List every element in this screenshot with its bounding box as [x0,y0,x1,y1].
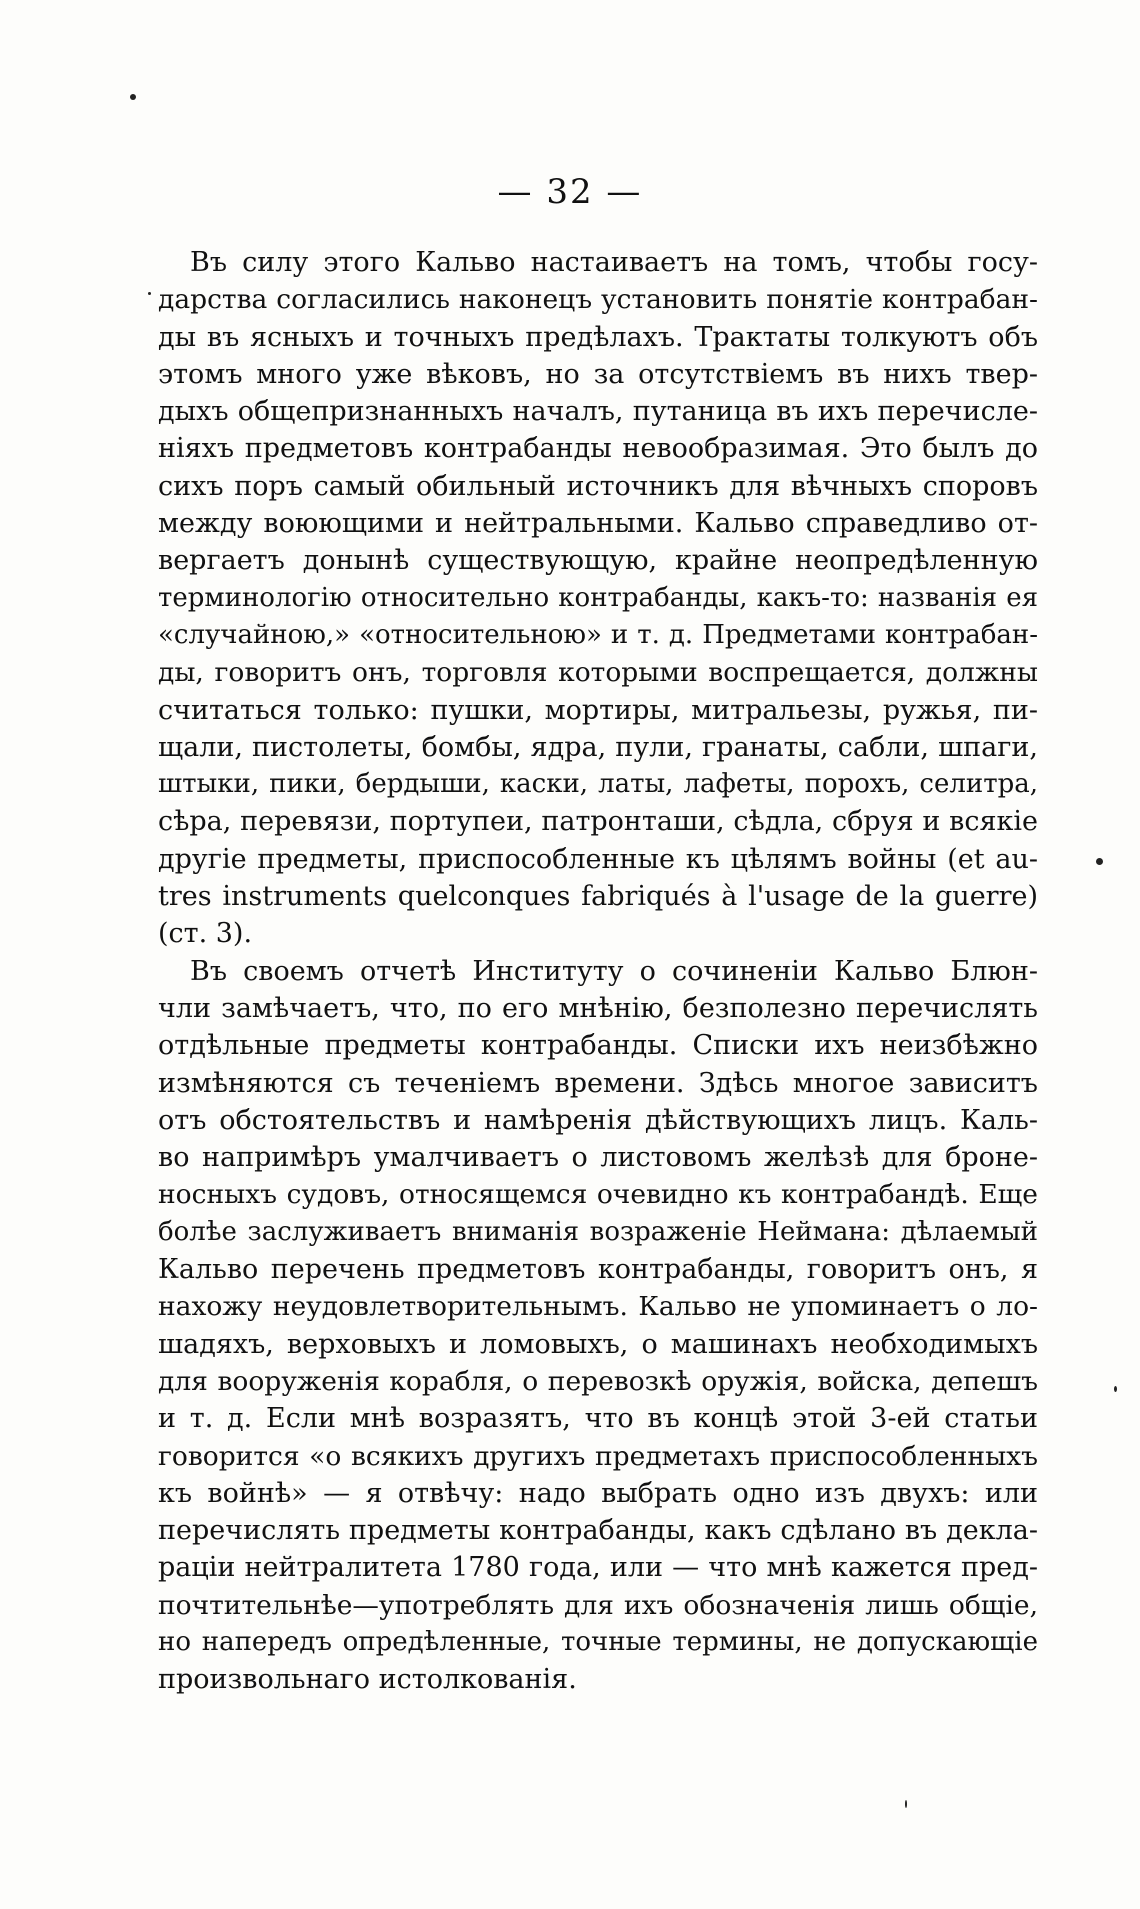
text-line: раціи нейтралитета 1780 года, или — что мнѣ кажется пред- [158,1552,1038,1584]
text-line: говорится «о всякихъ другихъ предметахъ приспособленныхъ [158,1440,1038,1472]
text-line: терминологію относительно контрабанды, какъ-то: названія ея [158,582,1038,613]
text-line: другіе предметы, приспособленные къ цѣлямъ войны (et au- [158,843,1038,875]
paragraph-2 [158,953,1038,1699]
text-line: для вооруженія корабля, о перевозкѣ оружія, войска, депешъ [158,1365,1038,1397]
text-line: ніяхъ предметовъ контрабанды невообразимая. Это былъ до [158,433,1038,465]
ink-speck [1114,1386,1117,1392]
text-line: «случайною,» «относительною» и т. д. Предметами контрабан- [158,619,1038,650]
text-line: Въ своемъ отчетѣ Институту о сочиненіи Кальво Блюн- [190,955,1038,987]
ink-speck [905,1800,907,1808]
text-line: носныхъ судовъ, относящемся очевидно къ контрабандѣ. Еще [158,1179,1038,1211]
text-line: произвольнаго истолкованія. [158,1664,577,1696]
text-line: этомъ много уже вѣковъ, но за отсутствіемъ въ нихъ твер- [158,358,1038,390]
text-line: между воюющими и нейтральными. Кальво справедливо от- [158,508,1038,540]
text-line: отдѣльные предметы контрабанды. Списки ихъ неизбѣжно [158,1030,1038,1062]
text-line: (ст. 3). [158,918,253,950]
page-number: — 32 — [497,172,643,212]
ink-speck [1096,858,1103,865]
text-line: ды въ ясныхъ и точныхъ предѣлахъ. Трактаты толкуютъ объ [158,321,1038,353]
paragraph-1 [158,244,1038,953]
text-line: ды, говоритъ онъ, торговля которыми воспрещается, должны [158,657,1038,689]
text-line: болѣе заслуживаетъ вниманія возраженіе Неймана: дѣлаемый [158,1216,1038,1247]
text-line: дарства согласились наконецъ установить понятіе контрабан- [158,284,1038,316]
text-line: щали, пистолеты, бомбы, ядра, пули, гранаты, сабли, шпаги, [158,731,1038,763]
text-line: Кальво перечень предметовъ контрабанды, говоритъ онъ, я [158,1254,1038,1286]
text-line: шадяхъ, верховыхъ и ломовыхъ, о машинахъ необходимыхъ [158,1328,1038,1360]
text-line: считаться только: пушки, мортиры, митральезы, ружья, пи- [158,694,1038,726]
text-line: почтительнѣе—употреблять для ихъ обозначенія лишь общіе, [158,1589,1038,1621]
text-line: штыки, пики, бердыши, каски, латы, лафеты, порохъ, селитра, [158,769,1038,800]
text-line: вергаетъ донынѣ существующую, крайне неопредѣленную [158,545,1038,577]
text-line: сихъ поръ самый обильный источникъ для вѣчныхъ споровъ [158,470,1038,502]
body-text [158,244,1038,1699]
text-line: сѣра, перевязи, портупеи, патронташи, сѣдла, сбруя и всякіе [158,806,1038,838]
text-line: отъ обстоятельствъ и намѣренія дѣйствующихъ лицъ. Каль- [158,1104,1038,1136]
text-line: перечислять предметы контрабанды, какъ сдѣлано въ декла- [158,1515,1038,1547]
text-line: tres instruments quelconques fabriqués à l'usage de la guerre) [158,881,1038,913]
text-line: во напримѣръ умалчиваетъ о листовомъ желѣзѣ для броне- [158,1142,1038,1174]
text-line: нахожу неудовлетворительнымъ. Кальво не упоминаетъ о ло- [158,1291,1038,1323]
text-line: чли замѣчаетъ, что, по его мнѣнію, безполезно перечислять [158,992,1038,1024]
text-line: измѣняются съ теченіемъ времени. Здѣсь многое зависитъ [158,1067,1038,1099]
text-line: Въ силу этого Кальво настаиваетъ на томъ, чтобы госу- [190,247,1038,278]
text-line: и т. д. Если мнѣ возразятъ, что въ концѣ этой 3-ей статьи [158,1403,1038,1435]
text-line: дыхъ общепризнанныхъ началъ, путаница въ ихъ перечисле- [158,396,1038,428]
ink-speck [130,94,136,100]
ink-speck [148,292,151,295]
text-line: но напередъ опредѣленные, точные термины, не допускающіе [158,1626,1038,1657]
text-line: къ войнѣ» — я отвѣчу: надо выбрать одно изъ двухъ: или [158,1477,1038,1509]
